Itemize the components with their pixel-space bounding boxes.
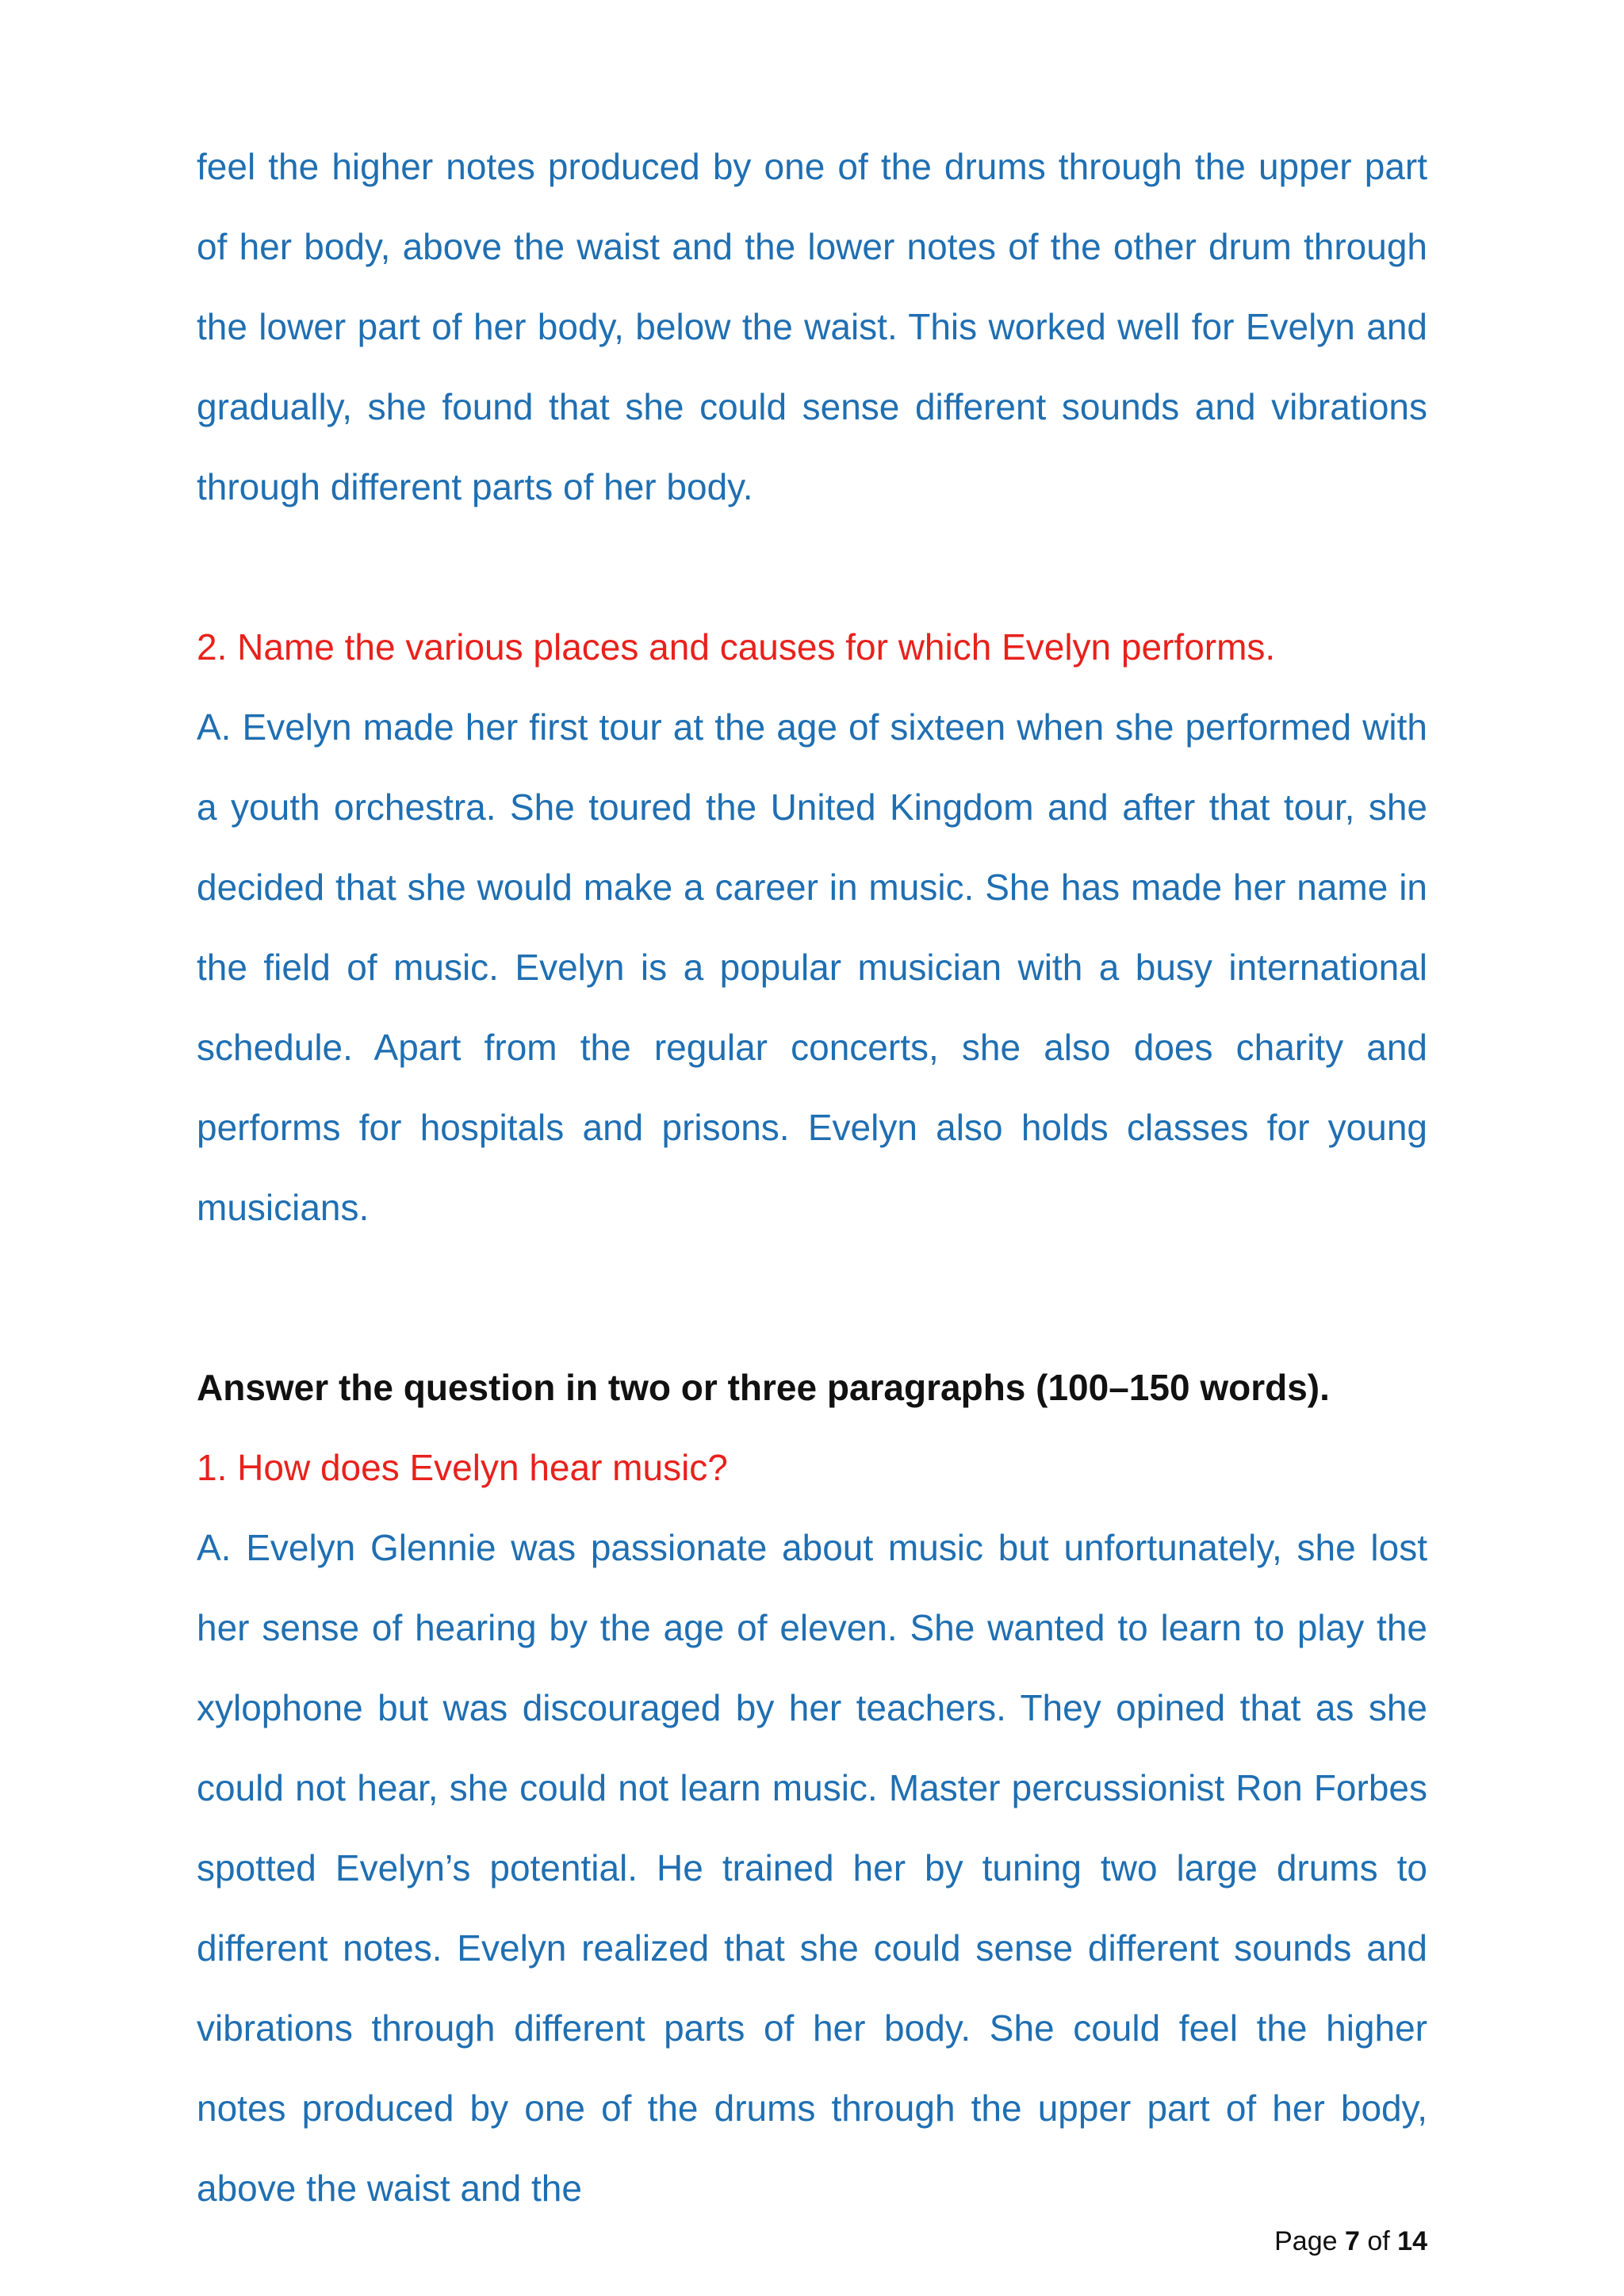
page-label: Page [1274,2226,1338,2256]
spacer [197,527,1427,607]
question-1: 1. How does Evelyn hear music? [197,1447,728,1488]
page-footer [1274,2226,1427,2257]
spacer [197,1248,1427,1348]
of-label: of [1367,2226,1390,2256]
answer-continuation: feel the higher notes produced by one of the drums through the upper part of her body, above the waist and the lower notes of the other drum through the lower part of her body, below the waist. This worked well for Evelyn and gradually, she found that she could sense different sounds and vibrations through different parts of her body. [197,146,1427,507]
section-heading: Answer the question in two or three paragraphs (100–150 words). [197,1367,1330,1408]
document-page [197,127,1427,2229]
question-2: 2. Name the various places and causes for which Evelyn performs. [197,626,1276,668]
answer-2: A. Evelyn made her first tour at the age of sixteen when she performed with a youth orchestra. She toured the United Kingdom and after that tour, she decided that she would make a career in music. She has made her name in the field of music. Evelyn is a popular musician with a busy international schedule. Apart from the regular concerts, she also does charity and performs for hospitals and prisons. Evelyn also holds classes for young musicians. [197,706,1427,1228]
answer-1: A. Evelyn Glennie was passionate about music but unfortunately, she lost her sense of hearing by the age of eleven. She wanted to learn to play the xylophone but was discouraged by her teachers. They opined that as she could not hear, she could not learn music. Master percussionist Ron Forbes spotted Evelyn’s potential. He trained her by tuning two large drums to different notes. Evelyn realized that she could sense different sounds and vibrations through different parts of her body. She could feel the higher notes produced by one of the drums through the upper part of her body, above the waist and the [197,1527,1427,2209]
total-pages: 14 [1397,2226,1427,2256]
page-number: 7 [1344,2226,1360,2256]
